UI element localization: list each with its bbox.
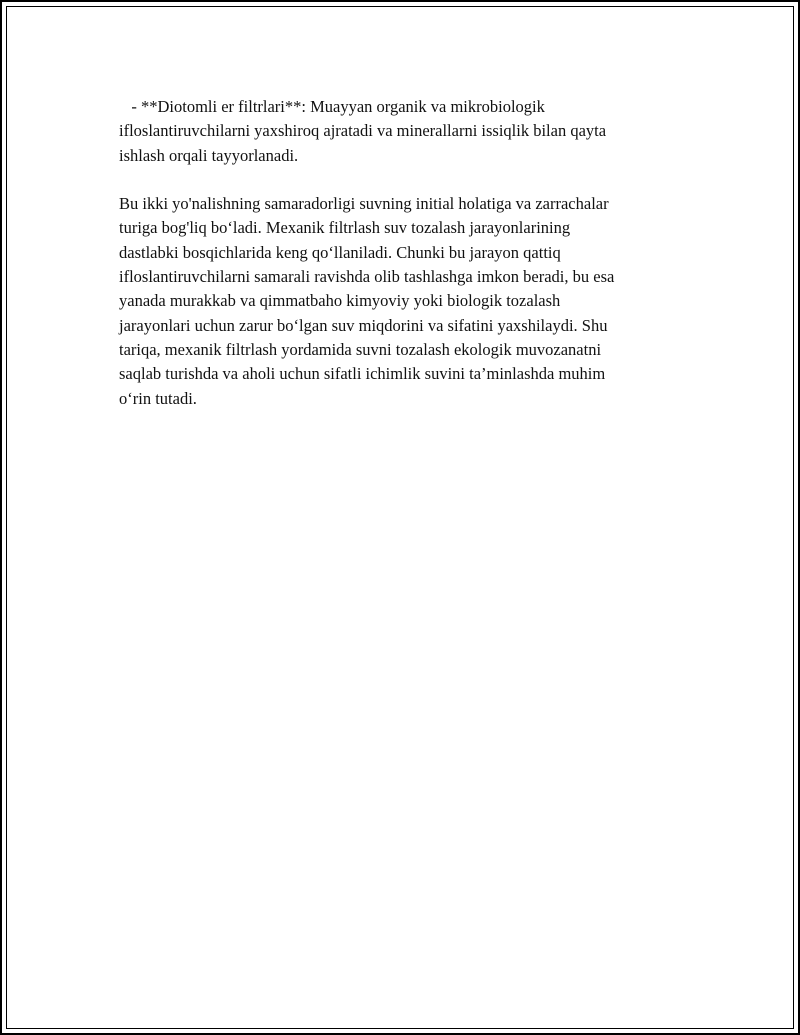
paragraph-conclusion bbox=[119, 192, 679, 411]
paragraph-filter-description bbox=[119, 95, 679, 168]
text-line: ifloslantiruvchilarni yaxshiroq ajratadi va minerallarni issiqlik bilan qayta bbox=[119, 121, 607, 141]
text-line: - **Diotomli er filtrlari**: Muayyan organik va mikrobiologik bbox=[119, 97, 545, 116]
text-line: jarayonlari uchun zarur bo‘lgan suv miqdorini va sifatini yaxshilaydi. Shu bbox=[119, 315, 608, 335]
text-line: turiga bog'liq bo‘ladi. Mexanik filtrlash suv tozalash jarayonlarining bbox=[119, 218, 571, 238]
text-line: dastlabki bosqichlarida keng qo‘llaniladi. Chunki bu jarayon qattiq bbox=[119, 242, 561, 262]
text-line: yanada murakkab va qimmatbaho kimyoviy yoki biologik tozalash bbox=[119, 291, 561, 311]
text-line: o‘rin tutadi. bbox=[119, 388, 197, 408]
text-line: saqlab turishda va aholi uchun sifatli ichimlik suvini ta’minlashda muhim bbox=[119, 364, 606, 384]
text-line: ishlash orqali tayyorlanadi. bbox=[119, 145, 299, 165]
document-body bbox=[119, 95, 679, 411]
text-line: ifloslantiruvchilarni samarali ravishda olib tashlashga imkon beradi, bu esa bbox=[119, 267, 615, 287]
text-line: tariqa, mexanik filtrlash yordamida suvni tozalash ekologik muvozanatni bbox=[119, 339, 602, 359]
text-line: Bu ikki yo'nalishning samaradorligi suvning initial holatiga va zarrachalar bbox=[119, 194, 609, 214]
